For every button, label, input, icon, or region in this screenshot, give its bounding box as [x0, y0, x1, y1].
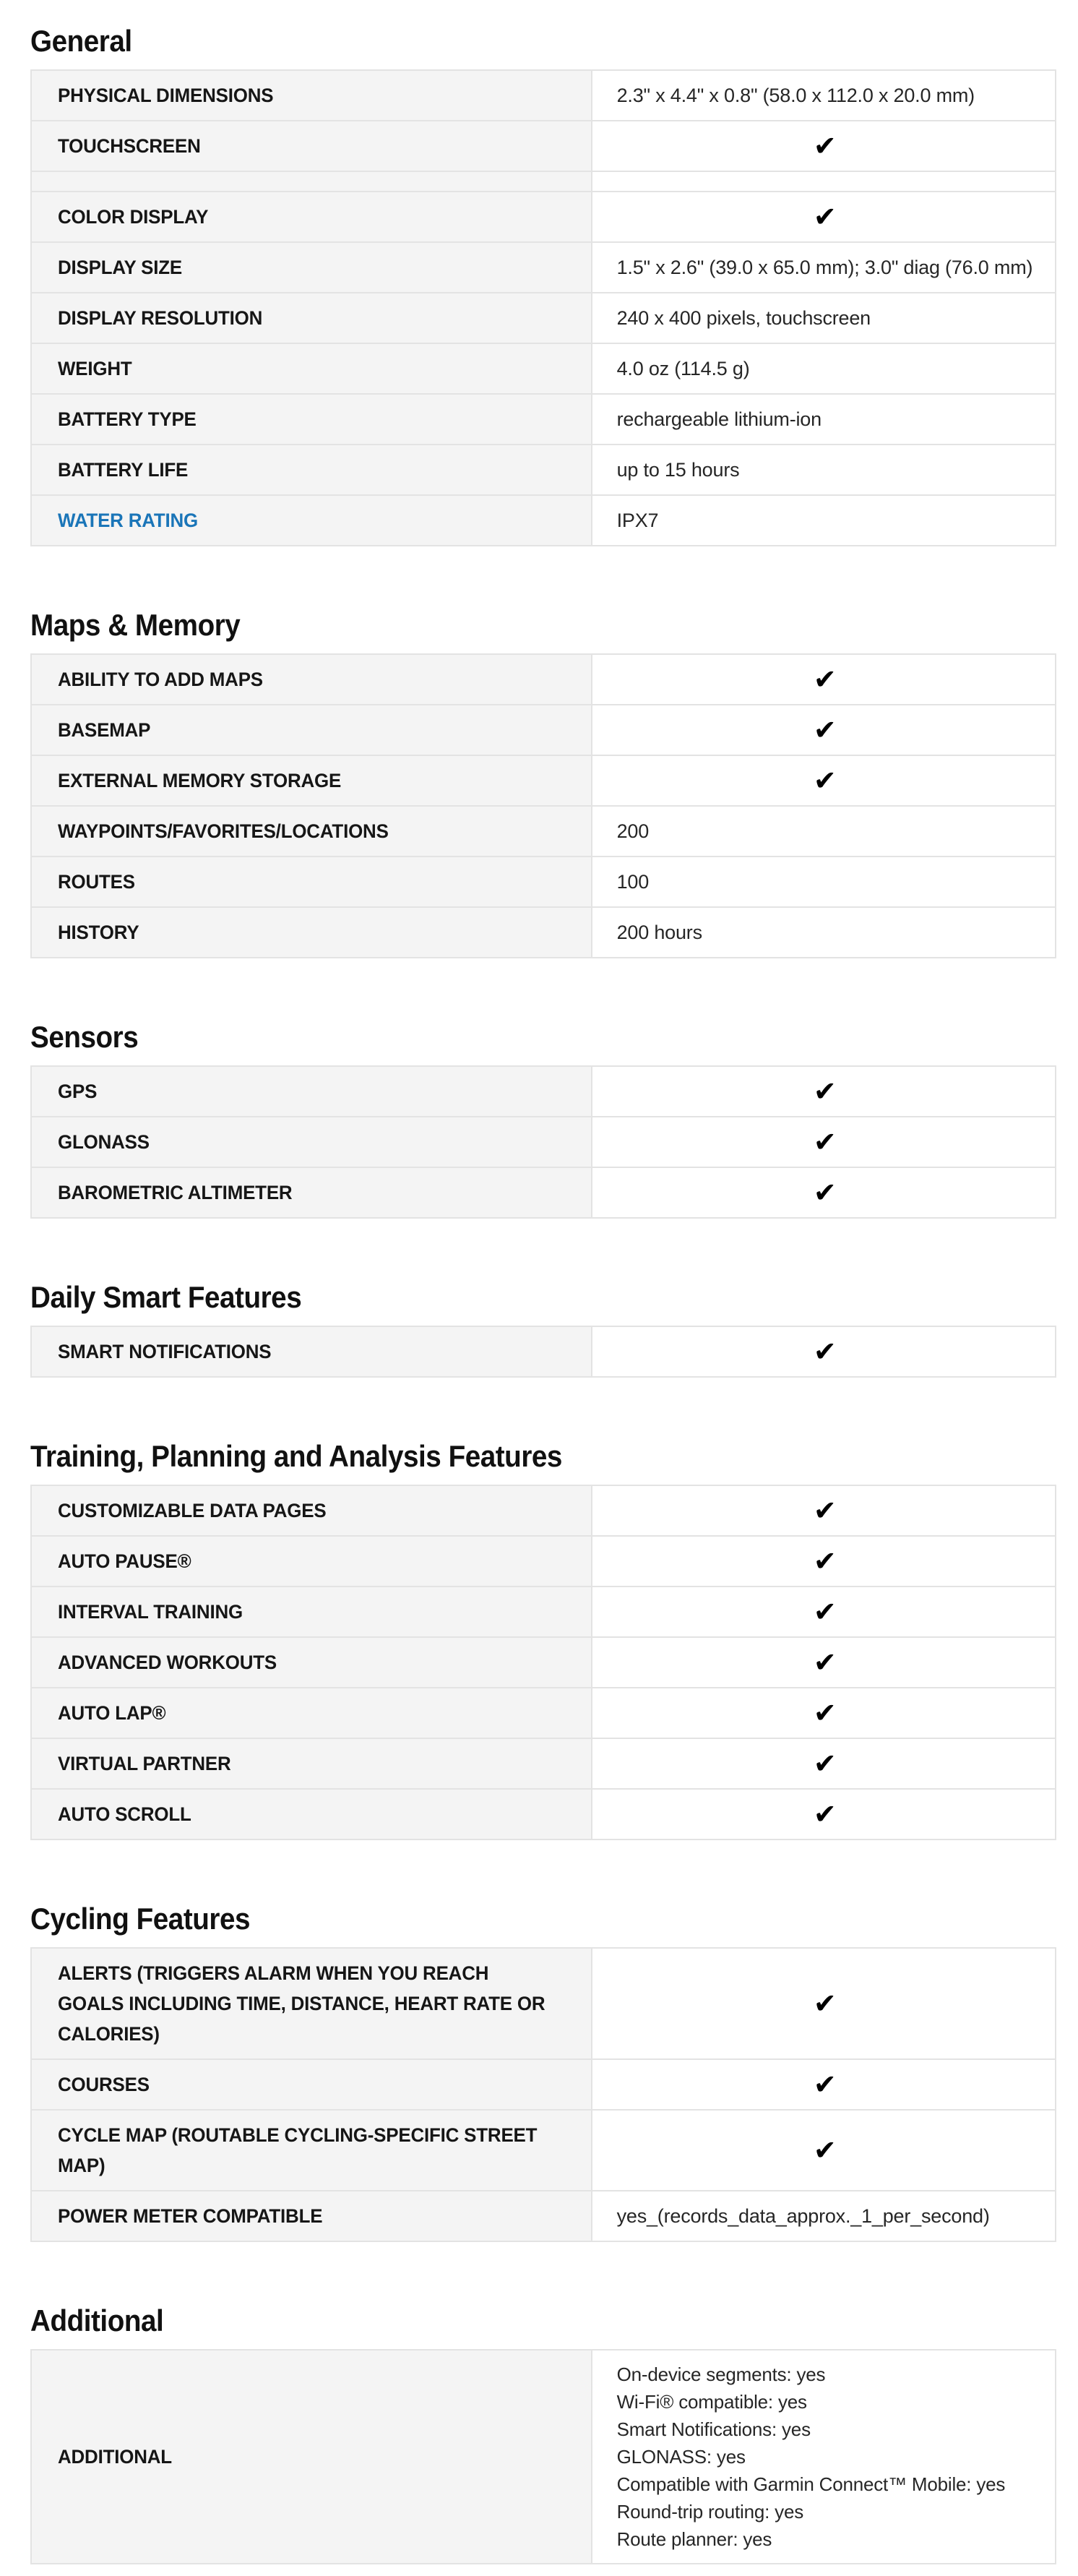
spec-value: up to 15 hours — [616, 459, 740, 481]
spec-value: 2.3" x 4.4" x 0.8" (58.0 x 112.0 x 20.0 mm) — [616, 85, 975, 106]
spec-value-cell — [592, 705, 1056, 755]
spec-label-cell — [31, 1637, 592, 1688]
spec-value: 200 hours — [616, 922, 702, 943]
spec-label: POWER METER COMPATIBLE — [58, 2205, 323, 2227]
checkmark-icon: ✔ — [813, 1076, 837, 1107]
spec-label-cell — [31, 2059, 592, 2110]
spec-label: ADDITIONAL — [58, 2446, 172, 2468]
spec-row — [31, 394, 1056, 445]
spec-row — [31, 755, 1056, 806]
checkmark-icon: ✔ — [813, 130, 837, 162]
spec-value-cell — [592, 2110, 1056, 2191]
section-cycling-features — [30, 1902, 1056, 2242]
spec-value-cell — [592, 1167, 1056, 1218]
spec-value-cell — [592, 806, 1056, 856]
section-title: Additional — [30, 2304, 164, 2337]
spec-value-cell — [592, 242, 1056, 293]
checkmark-icon: ✔ — [813, 1988, 837, 2019]
spec-label: CUSTOMIZABLE DATA PAGES — [58, 1500, 327, 1521]
spec-value-line: Smart Notifications: yes — [616, 2418, 811, 2440]
spec-label: HISTORY — [58, 922, 139, 943]
spec-row — [31, 1587, 1056, 1637]
spec-table — [30, 653, 1056, 958]
spec-label-cell — [31, 1738, 592, 1789]
spec-row — [31, 1948, 1056, 2059]
spec-row — [31, 2110, 1056, 2191]
spec-row — [31, 806, 1056, 856]
spec-table — [30, 1947, 1056, 2242]
spec-value-cell — [592, 394, 1056, 445]
spec-label-cell — [31, 1326, 592, 1377]
spec-label-cell — [31, 2350, 592, 2564]
spec-value-cell — [592, 654, 1056, 705]
spec-label-cell — [31, 121, 592, 171]
spec-row — [31, 1688, 1056, 1738]
spec-value-cell — [592, 2059, 1056, 2110]
section-title: General — [30, 24, 132, 58]
spec-label: WAYPOINTS/FAVORITES/LOCATIONS — [58, 820, 389, 842]
spec-label: AUTO PAUSE® — [58, 1550, 191, 1572]
spec-value-cell — [592, 445, 1056, 495]
spec-table — [30, 1065, 1056, 1219]
spec-label-cell — [31, 1789, 592, 1839]
spec-label-link[interactable]: WATER RATING — [58, 510, 198, 531]
spec-label-cell — [31, 2110, 592, 2191]
spec-value-line: GLONASS: yes — [616, 2446, 746, 2468]
spec-row — [31, 856, 1056, 907]
spec-label-cell — [31, 856, 592, 907]
spec-row — [31, 343, 1056, 394]
spec-label-cell — [31, 1117, 592, 1167]
spec-row — [31, 121, 1056, 171]
checkmark-icon: ✔ — [813, 1545, 837, 1577]
spec-value-cell — [592, 121, 1056, 171]
spec-value-cell — [592, 1738, 1056, 1789]
spec-row — [31, 242, 1056, 293]
spec-table — [30, 2349, 1056, 2564]
checkmark-icon: ✔ — [813, 1596, 837, 1628]
spec-label: CYCLE MAP (ROUTABLE CYCLING-SPECIFIC STREET MAP) — [58, 2124, 538, 2176]
spec-label-cell — [31, 293, 592, 343]
spec-value: IPX7 — [616, 510, 659, 531]
spec-value-cell — [592, 1485, 1056, 1536]
spec-label-cell — [31, 705, 592, 755]
spec-value-cell — [592, 1066, 1056, 1117]
spec-label: TOUCHSCREEN — [58, 135, 201, 157]
spec-label: BATTERY LIFE — [58, 459, 189, 481]
spec-value-line: Wi-Fi® compatible: yes — [616, 2391, 807, 2413]
spec-value: 1.5" x 2.6" (39.0 x 65.0 mm); 3.0" diag (76.0 mm) — [616, 257, 1033, 278]
spec-value: 240 x 400 pixels, touchscreen — [616, 307, 871, 329]
spec-label: COLOR DISPLAY — [58, 206, 209, 228]
spec-value: 4.0 oz (114.5 g) — [616, 358, 750, 379]
checkmark-icon: ✔ — [813, 1647, 837, 1678]
spec-label-cell — [31, 1536, 592, 1587]
spec-label: AUTO LAP® — [58, 1702, 166, 1724]
spec-label-cell — [31, 445, 592, 495]
checkmark-icon: ✔ — [813, 2134, 837, 2166]
spec-label-cell — [31, 343, 592, 394]
checkmark-icon: ✔ — [813, 765, 837, 797]
spec-label: BASEMAP — [58, 719, 151, 741]
spec-label: ADVANCED WORKOUTS — [58, 1652, 277, 1673]
spec-label-cell — [31, 806, 592, 856]
spec-row — [31, 445, 1056, 495]
spec-value-cell — [592, 1117, 1056, 1167]
spec-row — [31, 1117, 1056, 1167]
spec-label-cell — [31, 495, 592, 546]
spec-row — [31, 705, 1056, 755]
spec-value-cell — [592, 495, 1056, 546]
spec-label-cell — [31, 1688, 592, 1738]
spec-table — [30, 69, 1056, 546]
checkmark-icon: ✔ — [813, 1748, 837, 1779]
spec-label: PHYSICAL DIMENSIONS — [58, 85, 274, 106]
spec-label: COURSES — [58, 2074, 150, 2095]
checkmark-icon: ✔ — [813, 1697, 837, 1729]
spec-value-line: Route planner: yes — [616, 2528, 772, 2550]
spec-label: BATTERY TYPE — [58, 408, 197, 430]
spec-value-cell — [592, 1948, 1056, 2059]
checkmark-icon: ✔ — [813, 1798, 837, 1830]
spec-table — [30, 1485, 1056, 1840]
spec-row — [31, 2059, 1056, 2110]
spec-row — [31, 1738, 1056, 1789]
spec-value: 200 — [616, 820, 650, 842]
spec-label-cell — [31, 1066, 592, 1117]
spec-label: INTERVAL TRAINING — [58, 1601, 243, 1623]
spec-value: rechargeable lithium-ion — [616, 408, 822, 430]
checkmark-icon: ✔ — [813, 1177, 837, 1208]
spec-row — [31, 1167, 1056, 1218]
spec-value-cell — [592, 2191, 1056, 2241]
spec-row — [31, 654, 1056, 705]
spec-value-cell — [592, 1688, 1056, 1738]
section-title: Sensors — [30, 1020, 139, 1054]
spec-label: SMART NOTIFICATIONS — [58, 1341, 272, 1362]
section-general — [30, 25, 1056, 546]
spec-label: VIRTUAL PARTNER — [58, 1753, 231, 1774]
spec-label: AUTO SCROLL — [58, 1803, 191, 1825]
checkmark-icon: ✔ — [813, 1126, 837, 1158]
spec-label: GPS — [58, 1081, 98, 1102]
spec-value-cell — [592, 1536, 1056, 1587]
spec-label-cell — [31, 2191, 592, 2241]
spec-value-cell — [592, 907, 1056, 958]
spec-value-cell — [592, 293, 1056, 343]
checkmark-icon: ✔ — [813, 201, 837, 233]
spec-label-cell — [31, 70, 592, 121]
spec-row — [31, 495, 1056, 546]
spec-label-cell — [31, 171, 592, 192]
spec-value-cell — [592, 1637, 1056, 1688]
spec-label-cell — [31, 654, 592, 705]
spec-value-cell — [592, 343, 1056, 394]
section-maps-memory — [30, 609, 1056, 958]
spec-label-cell — [31, 907, 592, 958]
spec-value-cell — [592, 856, 1056, 907]
spec-label: GLONASS — [58, 1131, 150, 1153]
spec-label-cell — [31, 192, 592, 242]
spec-row — [31, 907, 1056, 958]
spec-row — [31, 293, 1056, 343]
checkmark-icon: ✔ — [813, 664, 837, 695]
spec-value-line: Round-trip routing: yes — [616, 2501, 803, 2523]
spec-row — [31, 1536, 1056, 1587]
spec-label-cell — [31, 1948, 592, 2059]
checkmark-icon: ✔ — [813, 2069, 837, 2100]
section-training-planning-and-analysis-features — [30, 1440, 1056, 1840]
spec-label: ROUTES — [58, 871, 135, 893]
spec-row — [31, 1789, 1056, 1839]
spec-label: BAROMETRIC ALTIMETER — [58, 1182, 293, 1203]
spacer-row — [31, 171, 1056, 192]
spec-row — [31, 1485, 1056, 1536]
spec-label-cell — [31, 1167, 592, 1218]
spec-row — [31, 192, 1056, 242]
spec-label-cell — [31, 755, 592, 806]
spec-value: yes_(records_data_approx._1_per_second) — [616, 2205, 990, 2227]
spec-value-cell — [592, 1587, 1056, 1637]
spec-value-cell — [592, 171, 1056, 192]
spec-table — [30, 1326, 1056, 1378]
spec-label-cell — [31, 242, 592, 293]
section-sensors — [30, 1021, 1056, 1219]
spec-label: ABILITY TO ADD MAPS — [58, 669, 263, 690]
section-additional — [30, 2304, 1056, 2564]
spec-row — [31, 1637, 1056, 1688]
spec-row — [31, 2191, 1056, 2241]
spec-row — [31, 1066, 1056, 1117]
spec-label: DISPLAY SIZE — [58, 257, 183, 278]
spec-label: DISPLAY RESOLUTION — [58, 307, 263, 329]
spec-row — [31, 1326, 1056, 1377]
spec-row — [31, 2350, 1056, 2564]
spec-value-cell — [592, 755, 1056, 806]
spec-value-cell — [592, 2350, 1056, 2564]
spec-label-cell — [31, 1587, 592, 1637]
spec-value-cell — [592, 1789, 1056, 1839]
spec-value-line: On-device segments: yes — [616, 2364, 826, 2385]
spec-label-cell — [31, 1485, 592, 1536]
spec-value-cell — [592, 70, 1056, 121]
spec-label: EXTERNAL MEMORY STORAGE — [58, 770, 342, 791]
spec-label: ALERTS (TRIGGERS ALARM WHEN YOU REACH GOALS INCLUDING TIME, DISTANCE, HEART RATE OR CALORIES) — [58, 1962, 546, 2045]
spec-label: WEIGHT — [58, 358, 132, 379]
spec-value: 100 — [616, 871, 650, 893]
checkmark-icon: ✔ — [813, 1336, 837, 1368]
spec-value-line: Compatible with Garmin Connect™ Mobile: yes — [616, 2473, 1006, 2495]
section-daily-smart-features — [30, 1281, 1056, 1378]
checkmark-icon: ✔ — [813, 714, 837, 746]
spec-row — [31, 70, 1056, 121]
spec-value-cell — [592, 192, 1056, 242]
spec-value-cell — [592, 1326, 1056, 1377]
section-title: Cycling Features — [30, 1902, 251, 1936]
section-title: Maps & Memory — [30, 608, 241, 642]
section-title: Training, Planning and Analysis Features — [30, 1439, 562, 1473]
spec-label-cell — [31, 394, 592, 445]
section-title: Daily Smart Features — [30, 1280, 302, 1314]
checkmark-icon: ✔ — [813, 1495, 837, 1527]
